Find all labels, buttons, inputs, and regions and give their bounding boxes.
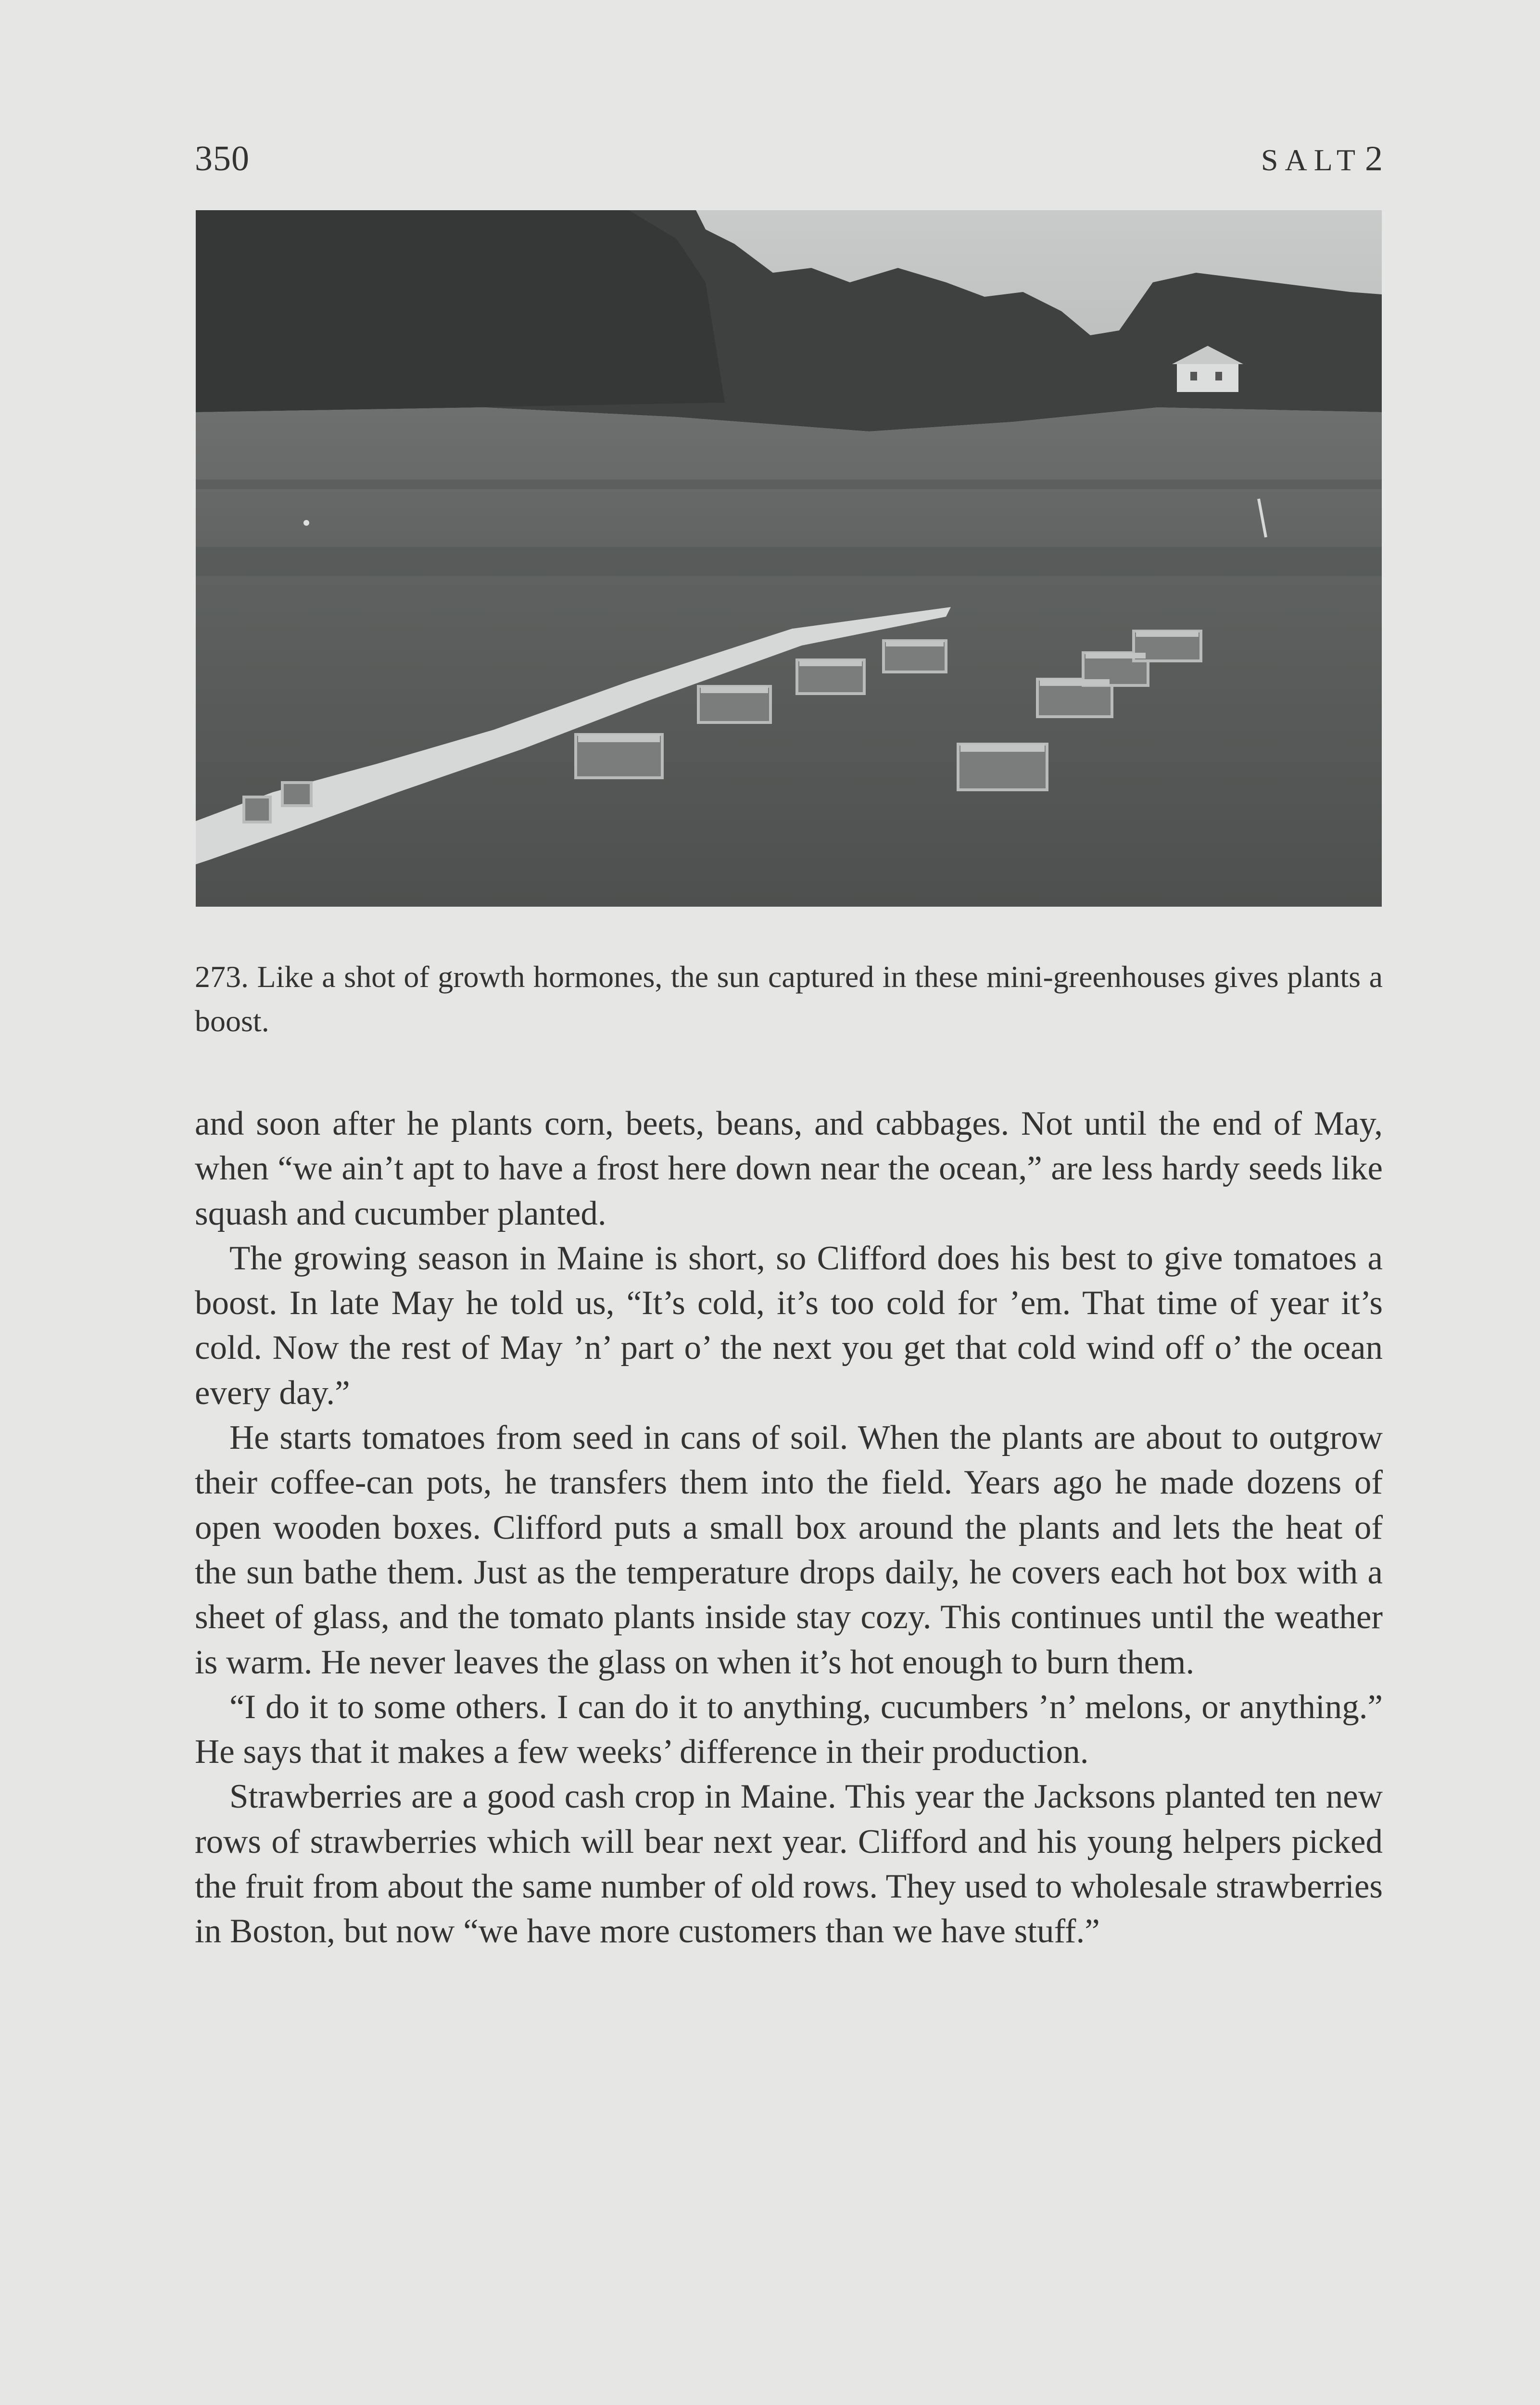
paragraph: The growing season in Maine is short, so Clifford does his best to give tomatoes a boost. In late May he told us, “It’s cold, it’s too cold for ’em. That time of year it’s cold. Now the rest of May ’n’ part o’ the next you get that cold wind off o’ the ocean every day.” bbox=[195, 1239, 1383, 1412]
running-head-volume: 2 bbox=[1365, 139, 1383, 178]
page-header bbox=[195, 130, 1383, 188]
paragraph: and soon after he plants corn, beets, beans, and cabbages. Not until the end of May, when “we ain’t apt to have a frost here down near the ocean,” are less hardy seeds like squash and cucumber planted. bbox=[195, 1105, 1383, 1232]
running-head bbox=[1261, 139, 1383, 179]
page-number: 350 bbox=[195, 139, 250, 178]
running-head-title: SALT bbox=[1261, 142, 1362, 177]
paragraph: “I do it to some others. I can do it to anything, cucumbers ’n’ melons, or anything.” He says that it makes a few weeks’ difference in their production. bbox=[195, 1688, 1383, 1771]
paragraph: He starts tomatoes from seed in cans of soil. When the plants are about to outgrow their coffee-can pots, he transfers them into the field. Years ago he made dozens of open wooden boxes. Clifford puts a small box around the plants and lets the heat of the sun bathe them. Just as the temperature drops daily, he covers each hot box with a sheet of glass, and the tomato plants inside stay cozy. This continues until the weather is warm. He never leaves the glass on when it’s hot enough to burn them. bbox=[195, 1419, 1383, 1681]
paragraph: Strawberries are a good cash crop in Maine. This year the Jacksons planted ten new rows of strawberries which will bear next year. Clifford and his young helpers picked the fruit from about the same number of old rows. They used to wholesale strawberries in Boston, but now “we have more customers than we have stuff.” bbox=[195, 1778, 1383, 1950]
body-text bbox=[195, 1101, 1383, 1954]
field-photograph bbox=[196, 210, 1382, 907]
field-photo-illustration bbox=[196, 210, 1382, 907]
figure-caption: 273. Like a shot of growth hormones, the sun captured in these mini-greenhouses gives plants a boost. bbox=[195, 960, 1383, 1038]
